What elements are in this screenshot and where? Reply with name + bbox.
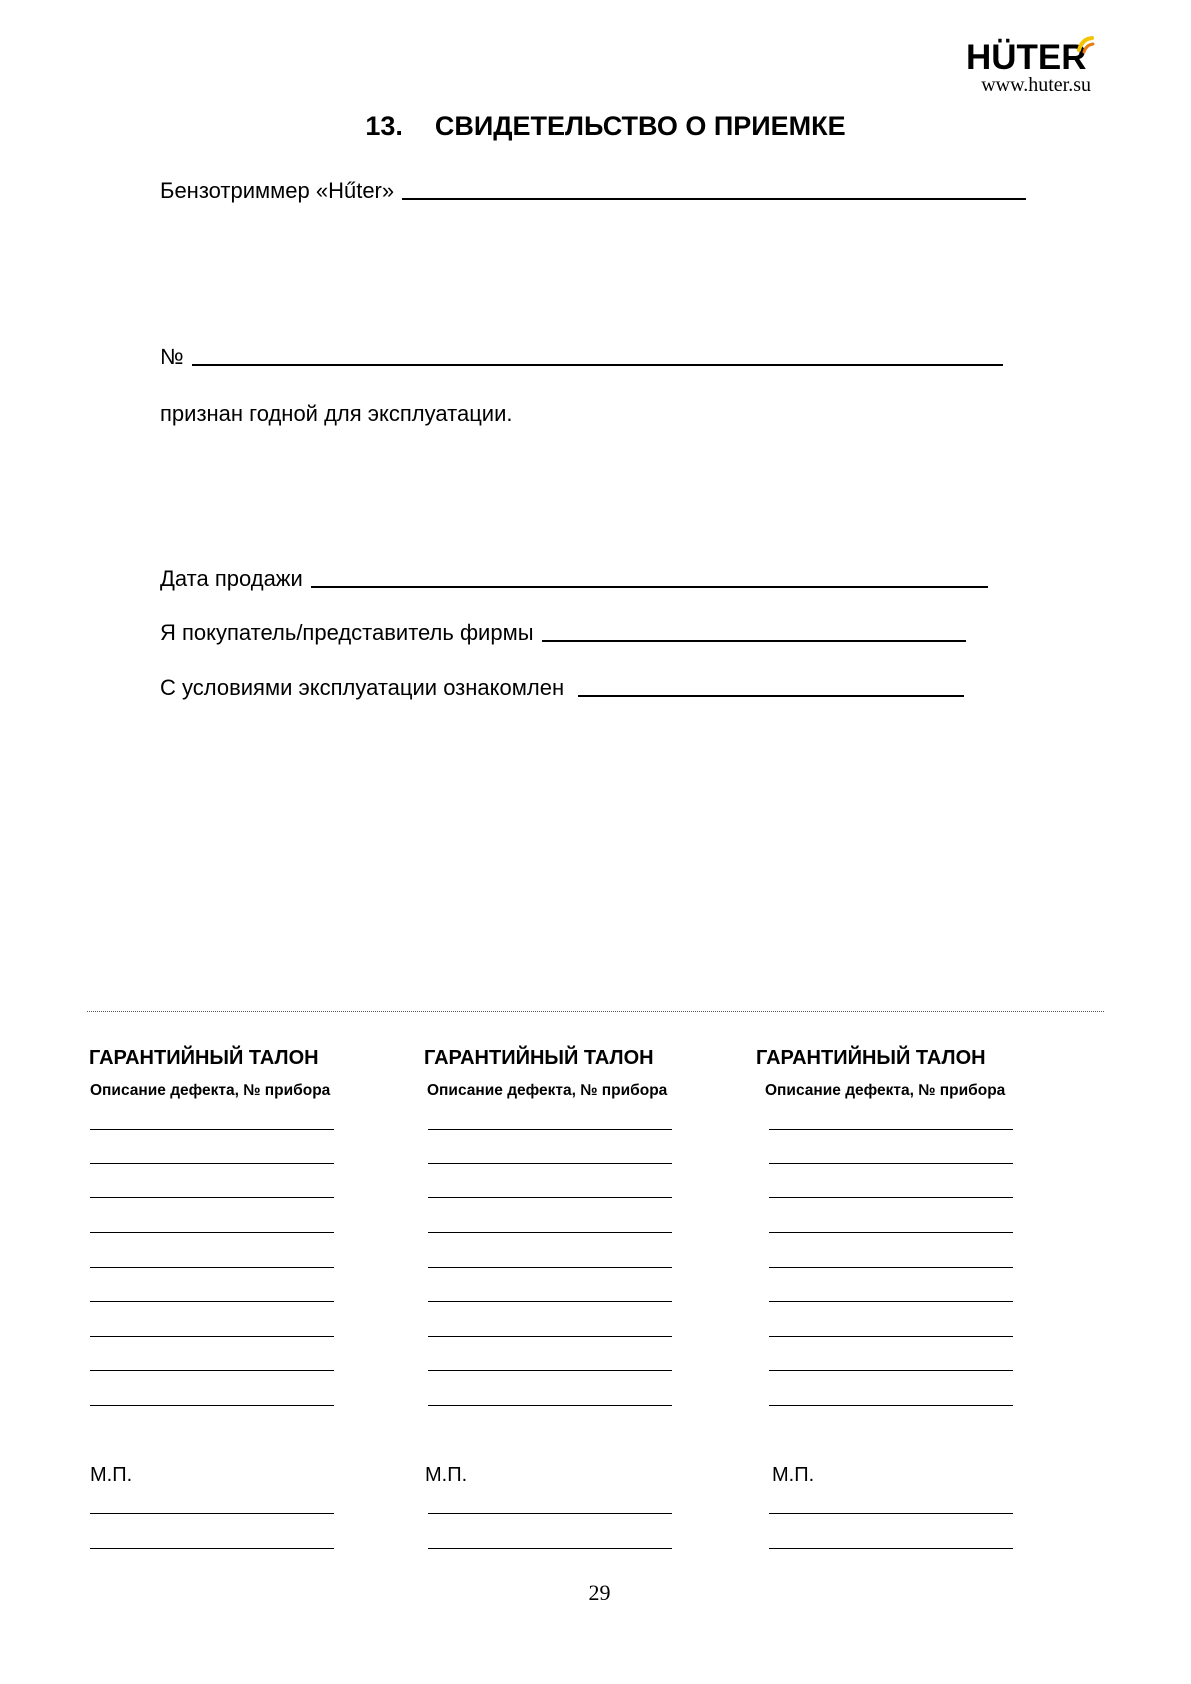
coupon-blank-line[interactable]	[428, 1197, 672, 1198]
coupon-blank-line[interactable]	[90, 1267, 334, 1268]
coupon-description-label: Описание дефекта, № прибора	[427, 1082, 668, 1099]
conditions-field	[160, 675, 964, 701]
coupon-signature-line[interactable]	[769, 1513, 1013, 1514]
sale-date-label: Дата продажи	[160, 566, 303, 591]
trimmer-field	[160, 178, 1026, 204]
cut-line	[87, 1011, 1104, 1012]
coupon-blank-line[interactable]	[428, 1301, 672, 1302]
coupon-blank-line[interactable]	[769, 1129, 1013, 1130]
warranty-coupon-1	[89, 1047, 369, 1486]
section-number: 13.	[365, 111, 403, 141]
coupon-blank-line[interactable]	[769, 1336, 1013, 1337]
fit-for-use-text: признан годной для эксплуатации.	[160, 401, 513, 426]
number-label: №	[160, 344, 184, 369]
coupon-blank-line[interactable]	[90, 1405, 334, 1406]
conditions-label: С условиями эксплуатации ознакомлен	[160, 675, 565, 700]
number-field	[160, 344, 1003, 370]
stamp-label: М.П.	[90, 1464, 133, 1486]
logo-text: HÜTER	[966, 38, 1087, 77]
coupon-blank-line[interactable]	[428, 1267, 672, 1268]
coupon-signature-line[interactable]	[428, 1513, 672, 1514]
coupon-signature-line[interactable]	[769, 1548, 1013, 1549]
coupon-blank-line[interactable]	[428, 1163, 672, 1164]
coupon-signature-line[interactable]	[90, 1513, 334, 1514]
warranty-coupon-2	[424, 1047, 704, 1486]
coupon-blank-line[interactable]	[769, 1301, 1013, 1302]
coupon-blank-line[interactable]	[769, 1370, 1013, 1371]
sale-date-field	[160, 566, 988, 592]
sale-date-blank-line[interactable]	[311, 586, 988, 588]
coupon-title: ГАРАНТИЙНЫЙ ТАЛОН	[89, 1047, 319, 1069]
section-title: СВИДЕТЕЛЬСТВО О ПРИЕМКЕ	[434, 111, 846, 141]
coupon-blank-line[interactable]	[769, 1232, 1013, 1233]
stamp-label: М.П.	[425, 1464, 468, 1486]
coupon-signature-line[interactable]	[90, 1548, 334, 1549]
coupon-blank-line[interactable]	[428, 1370, 672, 1371]
page-number: 29	[588, 1580, 611, 1605]
warranty-coupon-3	[756, 1047, 1036, 1486]
coupon-blank-line[interactable]	[769, 1405, 1013, 1406]
coupon-blank-line[interactable]	[90, 1197, 334, 1198]
coupon-signature-line[interactable]	[428, 1548, 672, 1549]
logo-arc-icon	[1076, 36, 1096, 58]
coupon-description-label: Описание дефекта, № прибора	[90, 1082, 331, 1099]
buyer-field	[160, 620, 966, 646]
coupon-blank-line[interactable]	[428, 1129, 672, 1130]
trimmer-blank-line[interactable]	[402, 198, 1026, 200]
coupon-blank-line[interactable]	[428, 1232, 672, 1233]
coupon-blank-line[interactable]	[428, 1336, 672, 1337]
coupon-blank-line[interactable]	[428, 1405, 672, 1406]
buyer-blank-line[interactable]	[542, 640, 966, 642]
coupon-blank-line[interactable]	[769, 1197, 1013, 1198]
coupon-title: ГАРАНТИЙНЫЙ ТАЛОН	[424, 1047, 654, 1069]
trimmer-label: Бензотриммер «Hűter»	[160, 178, 395, 203]
number-blank-line[interactable]	[192, 364, 1003, 366]
coupon-blank-line[interactable]	[90, 1301, 334, 1302]
coupon-blank-line[interactable]	[90, 1336, 334, 1337]
coupon-description-label: Описание дефекта, № прибора	[765, 1082, 1006, 1099]
coupon-blank-line[interactable]	[90, 1232, 334, 1233]
coupon-blank-line[interactable]	[769, 1267, 1013, 1268]
stamp-label: М.П.	[772, 1464, 815, 1486]
coupon-blank-line[interactable]	[90, 1163, 334, 1164]
coupon-blank-line[interactable]	[769, 1163, 1013, 1164]
conditions-blank-line[interactable]	[578, 695, 964, 697]
coupon-blank-line[interactable]	[90, 1370, 334, 1371]
buyer-label: Я покупатель/представитель фирмы	[160, 620, 534, 645]
coupon-title: ГАРАНТИЙНЫЙ ТАЛОН	[756, 1047, 986, 1069]
coupon-blank-line[interactable]	[90, 1129, 334, 1130]
website-url: www.huter.su	[981, 74, 1091, 96]
page-title	[0, 111, 1191, 142]
